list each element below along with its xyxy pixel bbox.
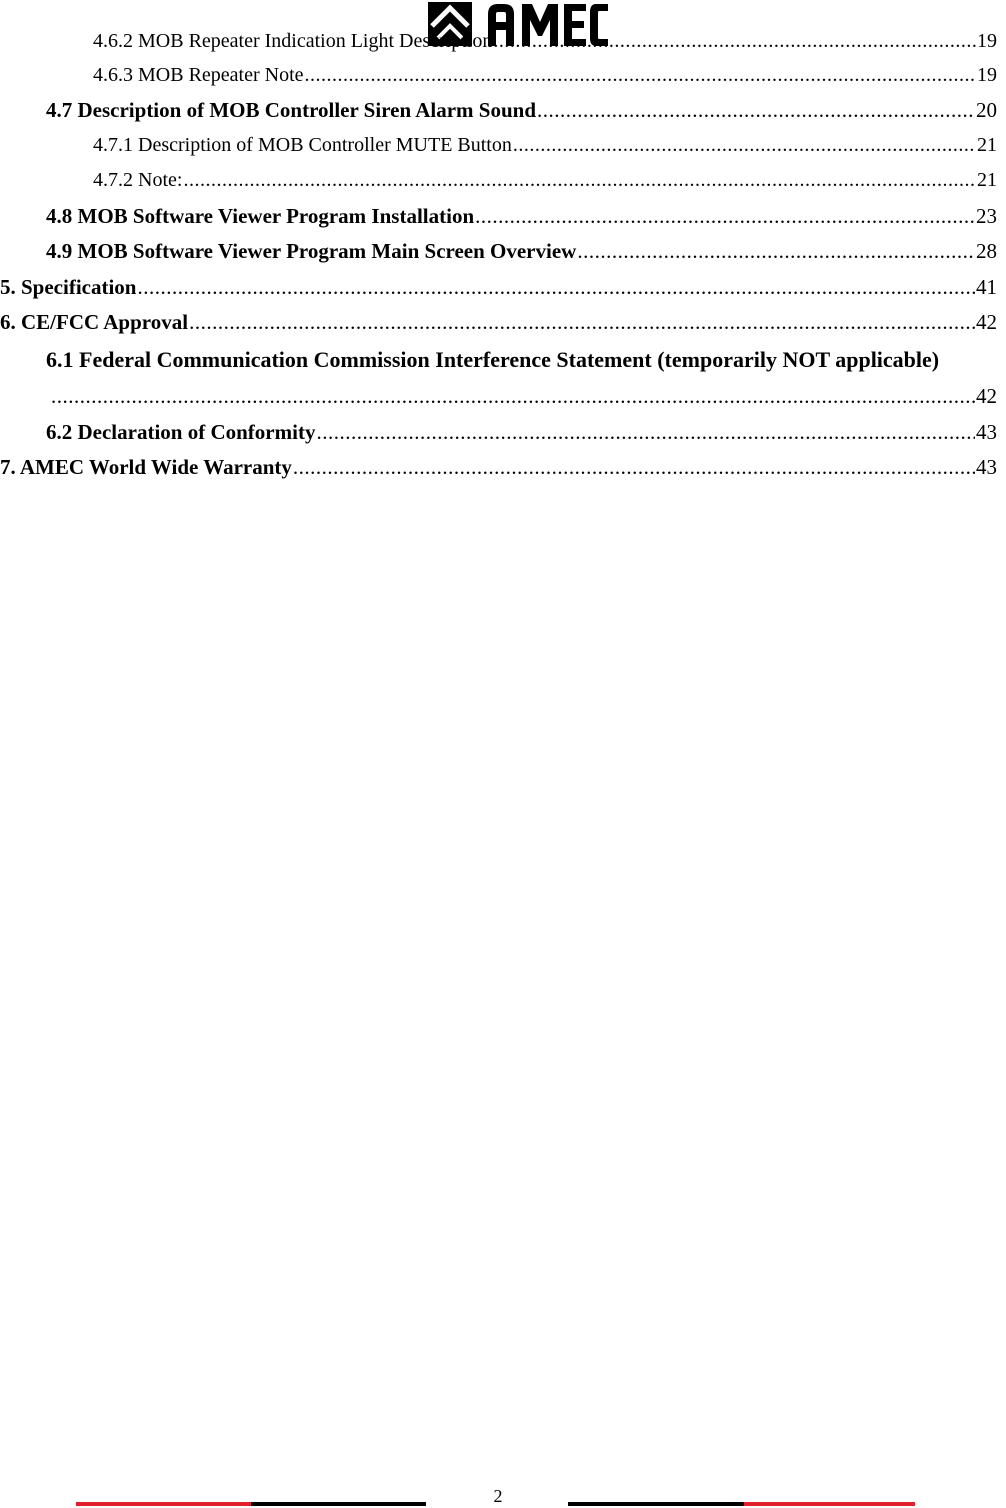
toc-entry-title: 4.6.2 MOB Repeater Indication Light Description bbox=[93, 30, 493, 52]
toc-entry[interactable] bbox=[46, 239, 997, 264]
toc-entry-title[interactable]: 6.1 Federal Communication Commission Interference Statement (temporarily NOT applicable) bbox=[46, 347, 940, 372]
toc-entry[interactable] bbox=[93, 64, 997, 87]
toc-leader-dots bbox=[475, 204, 975, 229]
toc-entry-page: 43 bbox=[976, 455, 997, 479]
toc-entry-title: 4.6.3 MOB Repeater Note bbox=[93, 64, 304, 86]
toc-entry[interactable] bbox=[0, 455, 997, 480]
toc-entry-page: 23 bbox=[976, 204, 997, 228]
toc-leader-dots bbox=[493, 30, 976, 53]
toc-leader-dots bbox=[305, 64, 976, 87]
toc-entry[interactable] bbox=[93, 169, 997, 192]
toc-entry-page: 43 bbox=[976, 420, 997, 444]
toc-leader-dots bbox=[51, 384, 975, 409]
toc-entry-title: 4.7.1 Description of MOB Controller MUTE Button bbox=[93, 134, 512, 156]
toc-leader-dots bbox=[513, 134, 976, 157]
footer-bar-black-left bbox=[251, 1502, 426, 1506]
toc-entry-page: 20 bbox=[976, 98, 997, 122]
toc-entry-continuation[interactable] bbox=[50, 384, 997, 409]
toc-entry[interactable] bbox=[46, 204, 997, 229]
toc-entry-page: 42 bbox=[976, 384, 997, 408]
toc-entry[interactable] bbox=[93, 30, 997, 53]
footer-bar-black-right bbox=[568, 1502, 744, 1506]
toc-entry-title: 4.9 MOB Software Viewer Program Main Screen Overview bbox=[46, 239, 577, 263]
footer-bar-red-right bbox=[744, 1502, 915, 1506]
toc-leader-dots bbox=[189, 310, 975, 335]
toc-entry-title: 4.8 MOB Software Viewer Program Installation bbox=[46, 204, 475, 228]
toc-entry-page: 19 bbox=[977, 30, 997, 52]
toc-entry-title: 4.7 Description of MOB Controller Siren Alarm Sound bbox=[46, 98, 537, 122]
toc-leader-dots bbox=[577, 239, 975, 264]
toc-entry-page: 42 bbox=[976, 310, 997, 334]
toc-entry-page: 41 bbox=[976, 275, 997, 299]
toc-entry[interactable] bbox=[46, 420, 997, 445]
page-number: 2 bbox=[493, 1486, 503, 1506]
toc-leader-dots bbox=[316, 420, 975, 445]
toc-leader-dots bbox=[138, 275, 976, 300]
toc-entry-title: 6. CE/FCC Approval bbox=[0, 310, 189, 334]
toc-entry-page: 19 bbox=[977, 64, 997, 86]
toc-leader-dots bbox=[183, 169, 976, 192]
toc-entry-title: 4.7.2 Note: bbox=[93, 169, 183, 191]
toc-leader-dots bbox=[537, 98, 975, 123]
footer-bar-red-left bbox=[76, 1502, 251, 1506]
toc-entry[interactable] bbox=[0, 310, 997, 335]
toc-entry-title: 5. Specification bbox=[0, 275, 137, 299]
toc-entry-page: 28 bbox=[976, 239, 997, 263]
toc-entry-page: 21 bbox=[977, 169, 997, 191]
toc-entry[interactable] bbox=[93, 134, 997, 157]
toc-entry-page: 21 bbox=[977, 134, 997, 156]
toc-leader-dots bbox=[293, 455, 975, 480]
toc-entry-title: 6.2 Declaration of Conformity bbox=[46, 420, 316, 444]
toc-entry-title: 7. AMEC World Wide Warranty bbox=[0, 455, 292, 479]
toc-entry[interactable] bbox=[0, 275, 997, 300]
toc-entry[interactable] bbox=[46, 98, 997, 123]
